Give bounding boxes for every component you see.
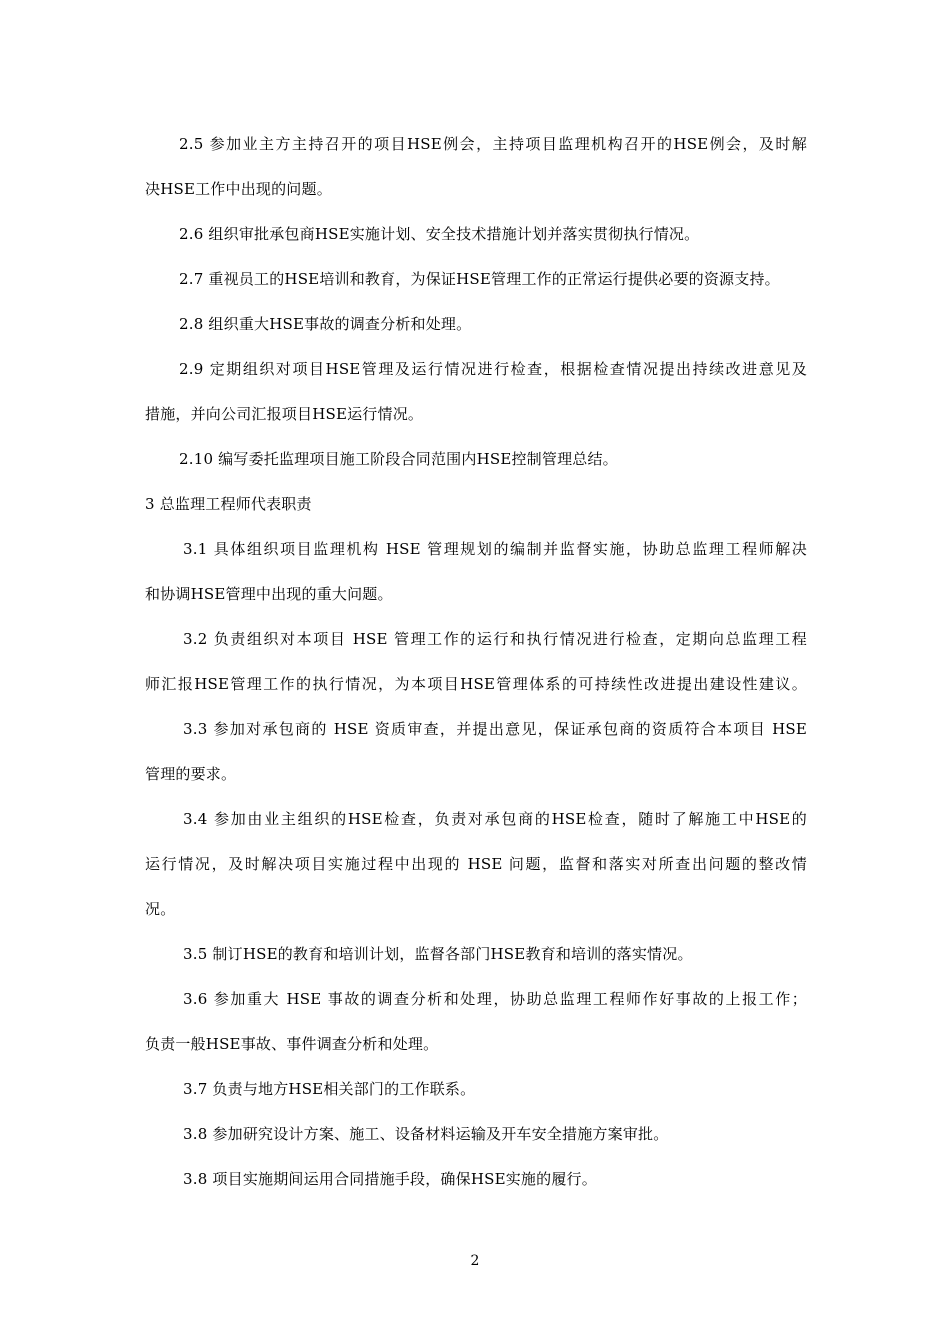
paragraph-3-4-line-1: 3.4 参加由业主组织的HSE检查，负责对承包商的HSE检查，随时了解施工中HSE的 [183, 810, 807, 828]
paragraph-3-1-line-1: 3.1 具体组织项目监理机构 HSE 管理规划的编制并监督实施，协助总监理工程师解决 [183, 540, 807, 558]
paragraph-2-9-line-2: 措施，并向公司汇报项目HSE运行情况。 [145, 405, 424, 423]
paragraph-3-4-line-3: 况。 [145, 900, 176, 918]
paragraph-2-8: 2.8 组织重大HSE事故的调查分析和处理。 [179, 315, 472, 333]
paragraph-3-2-line-1: 3.2 负责组织对本项目 HSE 管理工作的运行和执行情况进行检查，定期向总监理工程 [183, 630, 807, 648]
paragraph-2-6: 2.6 组织审批承包商HSE实施计划、安全技术措施计划并落实贯彻执行情况。 [179, 225, 700, 243]
paragraph-3-6-line-2: 负责一般HSE事故、事件调查分析和处理。 [145, 1035, 439, 1053]
paragraph-2-7: 2.7 重视员工的HSE培训和教育，为保证HSE管理工作的正常运行提供必要的资源支持。 [179, 270, 780, 288]
paragraph-3-8-b: 3.8 项目实施期间运用合同措施手段，确保HSE实施的履行。 [183, 1170, 597, 1188]
paragraph-3-3-line-1: 3.3 参加对承包商的 HSE 资质审查，并提出意见，保证承包商的资质符合本项目 HSE [183, 720, 807, 738]
paragraph-2-9-line-1: 2.9 定期组织对项目HSE管理及运行情况进行检查，根据检查情况提出持续改进意见及 [179, 360, 807, 378]
paragraph-3-6-line-1: 3.6 参加重大 HSE 事故的调查分析和处理，协助总监理工程师作好事故的上报工作； [183, 990, 807, 1008]
paragraph-3-1-line-2: 和协调HSE管理中出现的重大问题。 [145, 585, 393, 603]
paragraph-3-8-a: 3.8 参加研究设计方案、施工、设备材料运输及开车安全措施方案审批。 [183, 1125, 669, 1143]
paragraph-3-2-line-2: 师汇报HSE管理工作的执行情况，为本项目HSE管理体系的可持续性改进提出建设性建议。 [145, 675, 807, 693]
paragraph-3-3-line-2: 管理的要求。 [145, 765, 237, 783]
paragraph-3-5: 3.5 制订HSE的教育和培训计划，监督各部门HSE教育和培训的落实情况。 [183, 945, 693, 963]
paragraph-2-5-line-1: 2.5 参加业主方主持召开的项目HSE例会，主持项目监理机构召开的HSE例会，及时解 [179, 135, 807, 153]
section-heading-3: 3 总监理工程师代表职责 [145, 495, 312, 513]
paragraph-2-10: 2.10 编写委托监理项目施工阶段合同范围内HSE控制管理总结。 [179, 450, 618, 468]
page-number: 2 [470, 1253, 480, 1269]
paragraph-3-7: 3.7 负责与地方HSE相关部门的工作联系。 [183, 1080, 476, 1098]
paragraph-2-5-line-2: 决HSE工作中出现的问题。 [145, 180, 332, 198]
paragraph-3-4-line-2: 运行情况，及时解决项目实施过程中出现的 HSE 问题，监督和落实对所查出问题的整改情 [145, 855, 807, 873]
